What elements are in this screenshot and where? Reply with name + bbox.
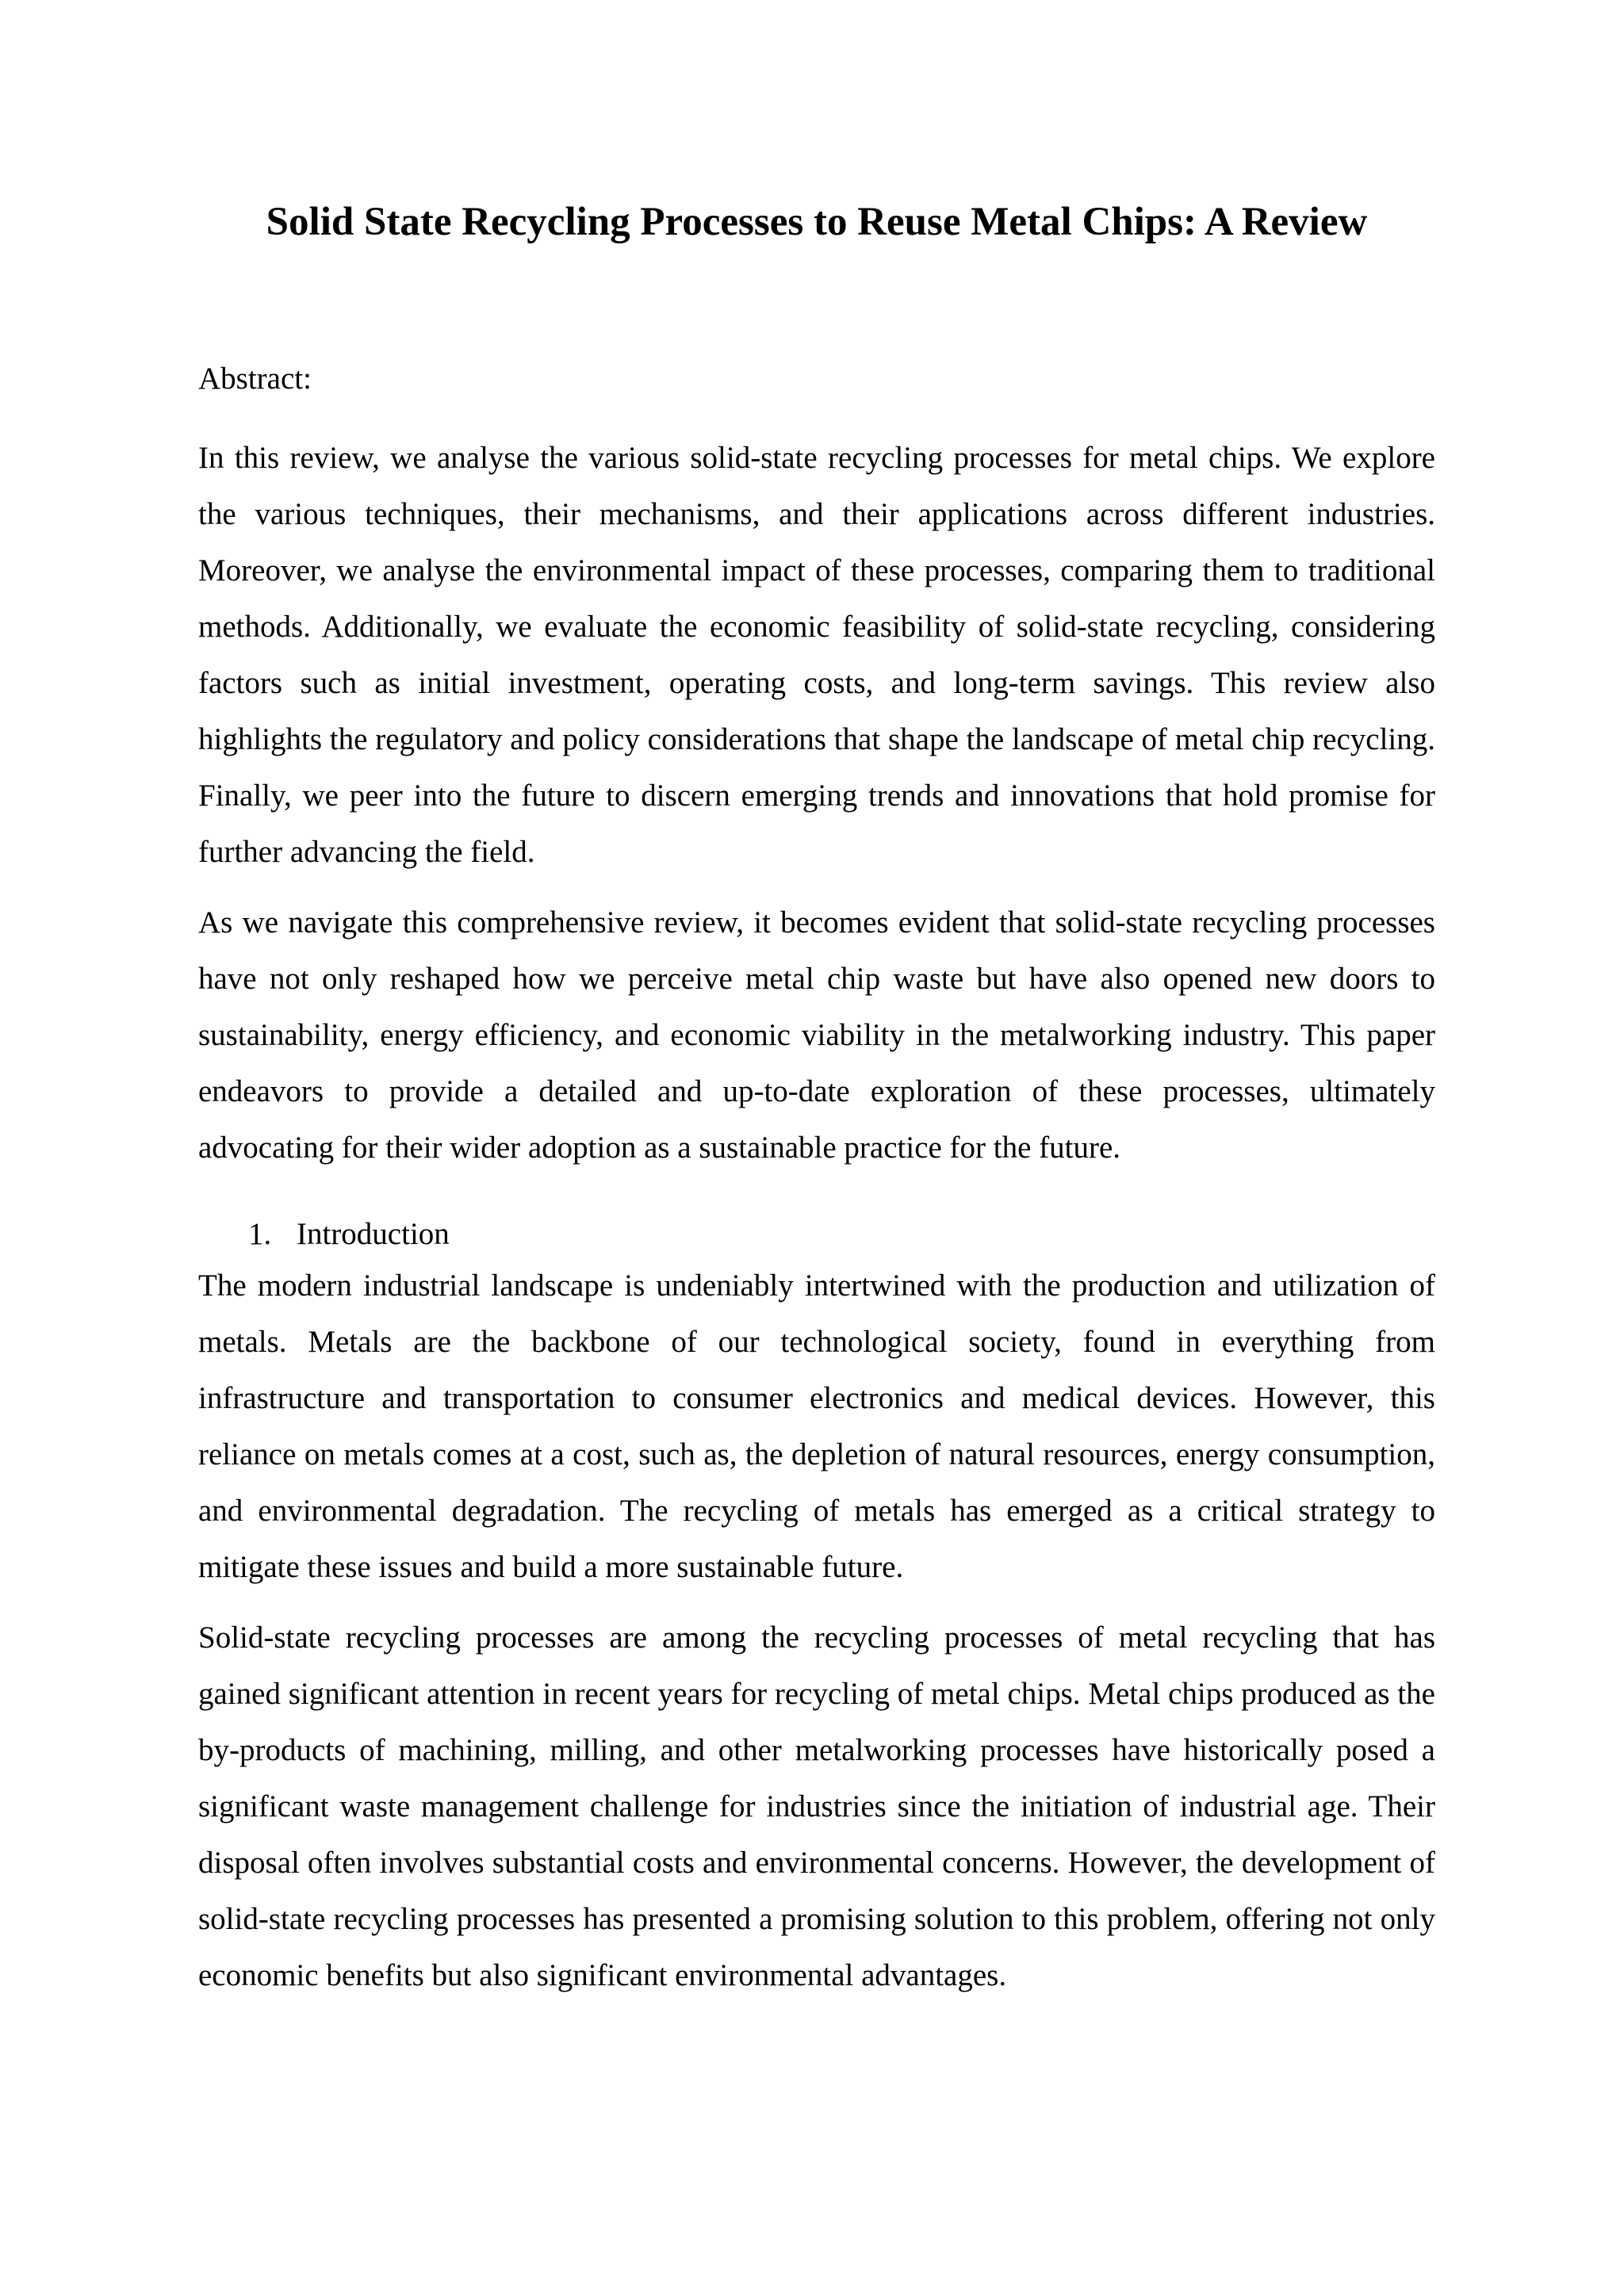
abstract-label: Abstract: — [198, 362, 312, 396]
paper-page — [198, 0, 1435, 2003]
intro-paragraph-2: Solid-state recycling processes are among the recycling processes of metal recycling that has gained significant attention in recent years for recycling of metal chips. Metal chips produced as the by-products of machining, milling, and other metalworking processes have historically posed a significant waste management challenge for industries since the initiation of industrial age. Their disposal often involves substantial costs and environmental concerns. However, the development of solid-state recycling processes has presented a promising solution to this problem, offering not only economic benefits but also significant environmental advantages. — [198, 1621, 1435, 1992]
section-heading-introduction — [198, 1215, 1435, 1253]
paper-title: Solid State Recycling Processes to Reuse Metal Chips: A Review — [266, 200, 1368, 244]
section-number: 1. — [248, 1217, 272, 1251]
section-title: Introduction — [297, 1217, 450, 1251]
intro-paragraph-1: The modern industrial landscape is undeniably intertwined with the production and utilization of metals. Metals are the backbone of our technological society, found in everything from infrastructure and transportation to consumer electronics and medical devices. However, this reliance on metals comes at a cost, such as, the depletion of natural resources, energy consumption, and environmental degradation. The recycling of metals has emerged as a critical strategy to mitigate these issues and build a more sustainable future. — [198, 1269, 1435, 1584]
abstract-paragraph-2: As we navigate this comprehensive review, it becomes evident that solid-state recycling processes have not only reshaped how we perceive metal chip waste but have also opened new doors to sustainability, energy efficiency, and economic viability in the metalworking industry. This paper endeavors to provide a detailed and up-to-date exploration of these processes, ultimately advocating for their wider adoption as a sustainable practice for the future. — [198, 905, 1435, 1165]
abstract-paragraph-1: In this review, we analyse the various solid-state recycling processes for metal chips. We explore the various techniques, their mechanisms, and their applications across different industries. Moreover, we analyse the environmental impact of these processes, comparing them to traditional methods. Additionally, we evaluate the economic feasibility of solid-state recycling, considering factors such as initial investment, operating costs, and long-term savings. This review also highlights the regulatory and policy considerations that shape the landscape of metal chip recycling. Finally, we peer into the future to discern emerging trends and innovations that hold promise for further advancing the field. — [198, 441, 1435, 869]
